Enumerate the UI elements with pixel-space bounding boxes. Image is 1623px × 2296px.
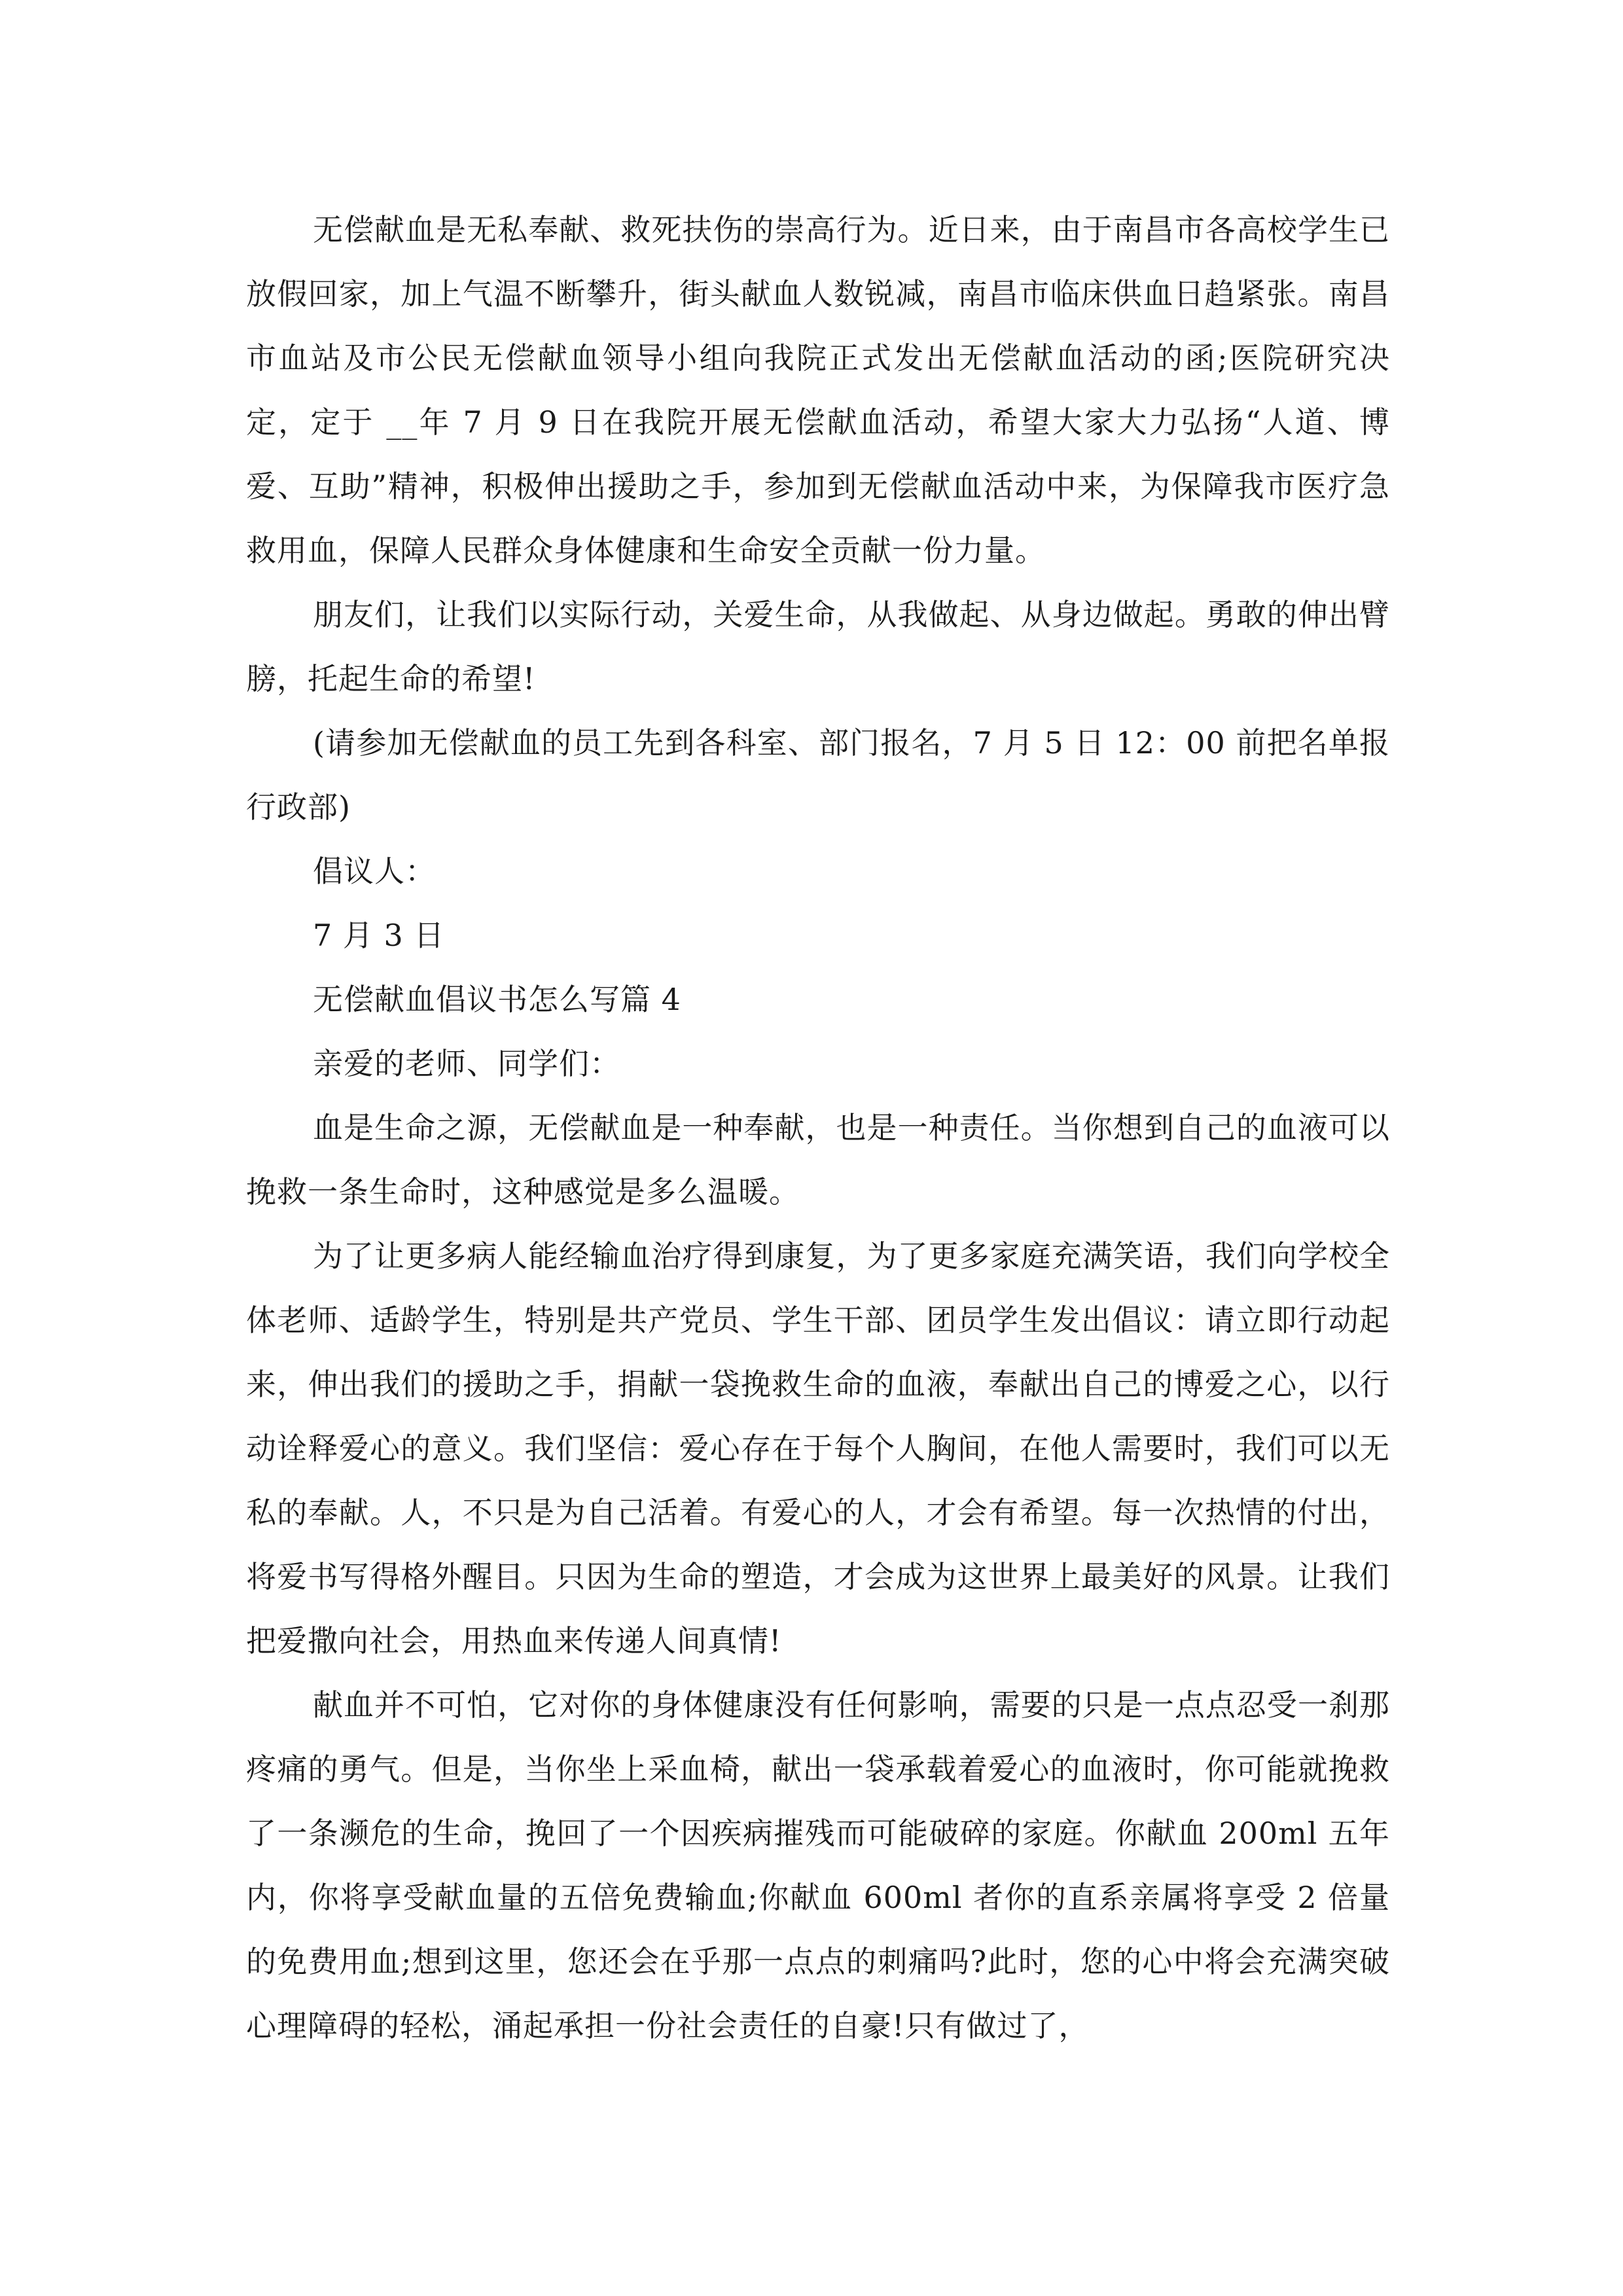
paragraph-signup-note: (请参加无偿献血的员工先到各科室、部门报名，7 月 5 日 12：00 前把名单报行政部) [246,725,1391,825]
paragraph-blood-source-of-life: 血是生命之源，无偿献血是一种奉献，也是一种责任。当你想到自己的血液可以挽救一条生命时，这种感觉是多么温暖。 [246,1110,1390,1210]
paragraph-salutation: 亲爱的老师、同学们： [313,1046,620,1081]
paragraph-date: 7 月 3 日 [313,918,445,953]
section-heading: 无偿献血倡议书怎么写篇 4 [313,982,681,1017]
paragraph-friends-call: 朋友们，让我们以实际行动，关爱生命，从我做起、从身边做起。勇敢的伸出臂膀，托起生命的希望! [246,597,1390,696]
document-body [246,198,1390,2058]
paragraph-blood-donation-intro: 无偿献血是无私奉献、救死扶伤的崇高行为。近日来，由于南昌市各高校学生已放假回家，加上气温不断攀升，街头献血人数锐减，南昌市临床供血日趋紧张。南昌市血站及市公民无偿献血领导小组向我院正式发出无偿献血活动的函;医院研究决定，定于 __年 7 月 9 日在我院开展无偿献血活动，希望大家大力弘扬“人道、博爱、互助”精神，积极伸出援助之手，参加到无偿献血活动中来，为保障我市医疗急救用血，保障人民群众身体健康和生命安全贡献一份力量。 [246,212,1390,568]
paragraph-proposal: 为了让更多病人能经输血治疗得到康复，为了更多家庭充满笑语，我们向学校全体老师、适龄学生，特别是共产党员、学生干部、团员学生发出倡议：请立即行动起来，伸出我们的援助之手，捐献一袋挽救生命的血液，奉献出自己的博爱之心，以行动诠释爱心的意义。我们坚信：爱心存在于每个人胸间，在他人需要时，我们可以无私的奉献。人，不只是为自己活着。有爱心的人，才会有希望。每一次热情的付出，将爱书写得格外醒目。只因为生命的塑造，才会成为这世界上最美好的风景。让我们把爱撒向社会，用热血来传递人间真情! [246,1238,1390,1659]
paragraph-initiator: 倡议人： [313,853,436,889]
paragraph-not-scary: 献血并不可怕，它对你的身体健康没有任何影响，需要的只是一点点忍受一刹那疼痛的勇气。但是，当你坐上采血椅，献出一袋承载着爱心的血液时，你可能就挽救了一条濒危的生命，挽回了一个因疾病摧残而可能破碎的家庭。你献血 200ml 五年内，你将享受献血量的五倍免费输血;你献血 600ml 者你的直系亲属将享受 2 倍量的免费用血;想到这里，您还会在乎那一点点的刺痛吗?此时，您的心中将会充满突破心理障碍的轻松，涌起承担一份社会责任的自豪!只有做过了， [246,1687,1390,2043]
